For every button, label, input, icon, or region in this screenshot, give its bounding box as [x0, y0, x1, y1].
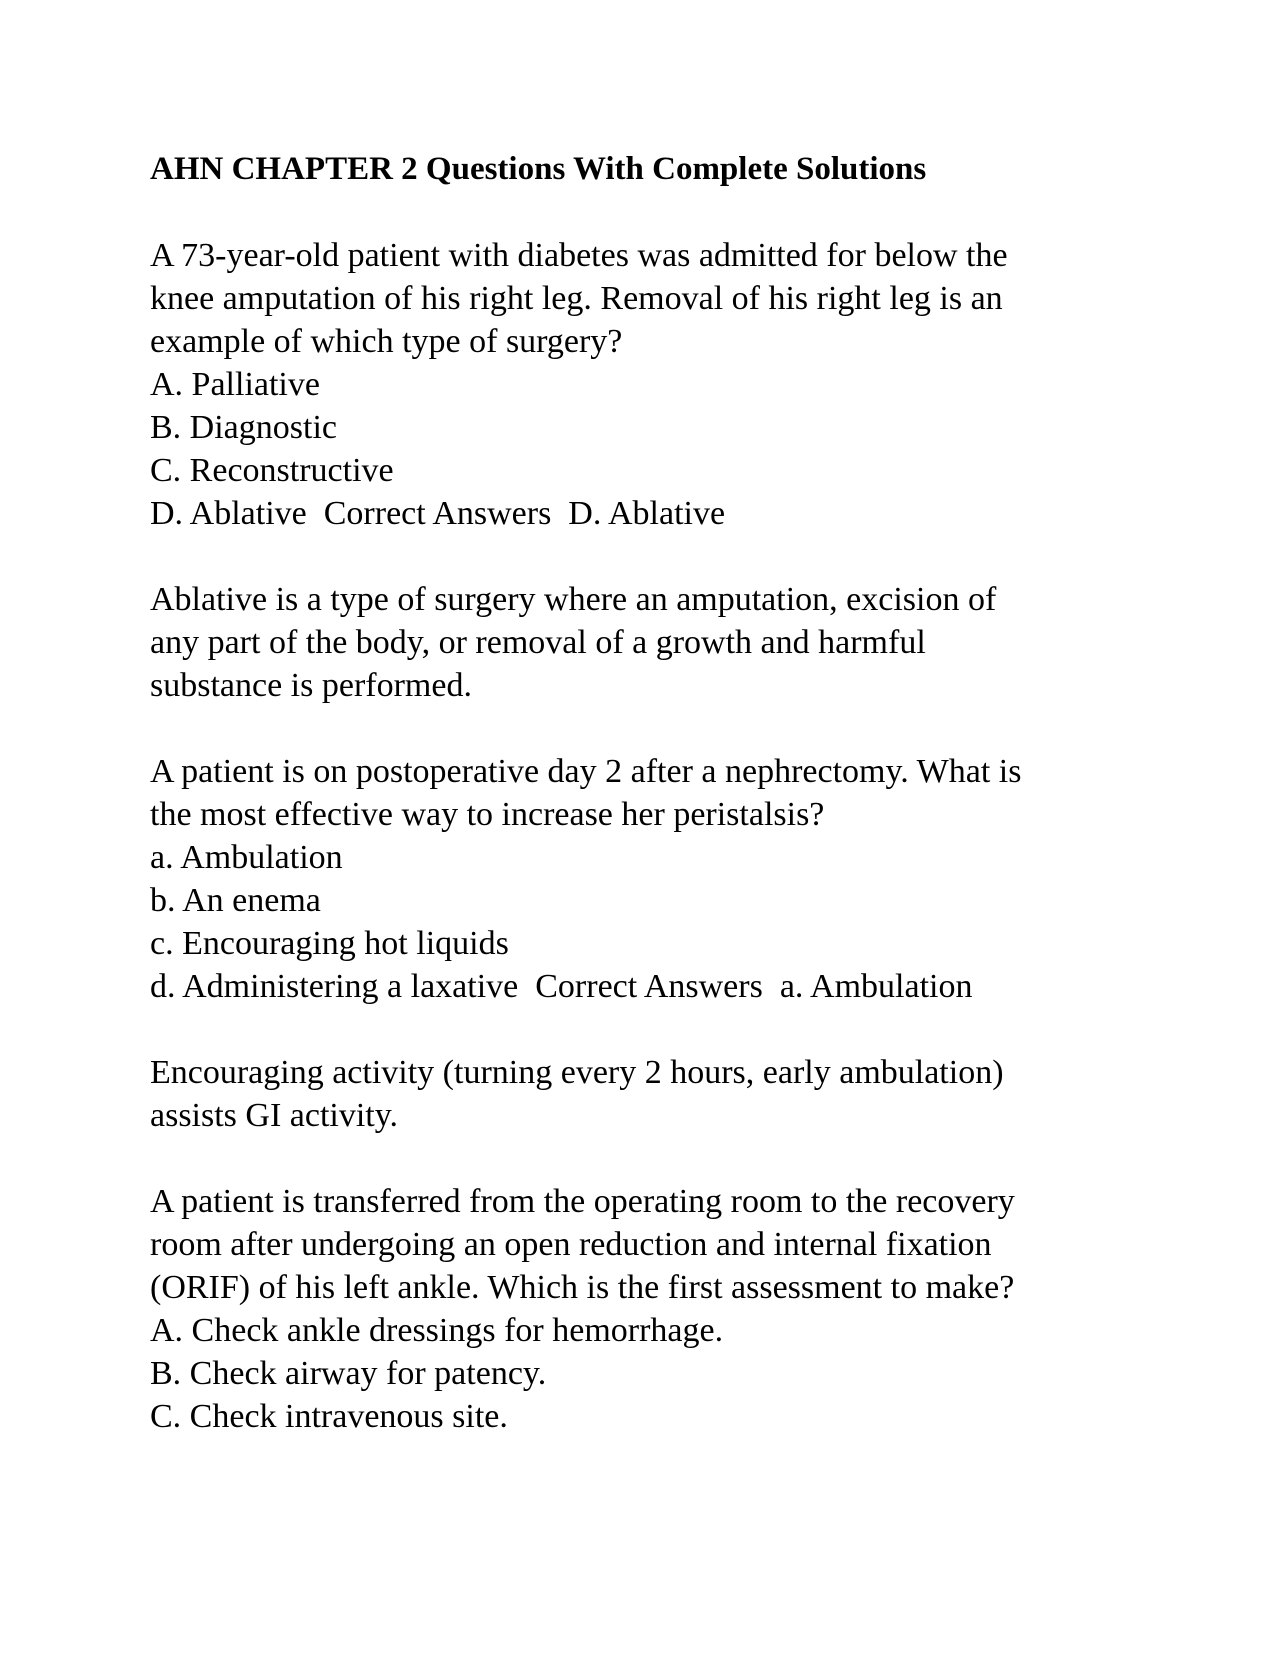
spacer [150, 1137, 1150, 1180]
document-page [150, 148, 1150, 1438]
spacer [150, 707, 1150, 750]
question-1-option-d-answer: D. Ablative Correct Answers D. Ablative [150, 495, 726, 532]
document-title: AHN CHAPTER 2 Questions With Complete Solutions [150, 151, 927, 187]
question-2-stem-line: the most effective way to increase her peristalsis? [150, 796, 825, 833]
question-2-option-c: c. Encouraging hot liquids [150, 925, 509, 962]
question-3-option-a: A. Check ankle dressings for hemorrhage. [150, 1312, 724, 1349]
rationale-line: any part of the body, or removal of a growth and harmful [150, 624, 926, 661]
question-3-stem-line: (ORIF) of his left ankle. Which is the first assessment to make? [150, 1269, 1015, 1306]
rationale-line: assists GI activity. [150, 1097, 399, 1134]
rationale-line: Encouraging activity (turning every 2 hours, early ambulation) [150, 1054, 1004, 1091]
question-1-stem-line: A 73-year-old patient with diabetes was admitted for below the [150, 237, 1008, 274]
question-1-option-c: C. Reconstructive [150, 452, 394, 489]
question-1-stem-line: knee amputation of his right leg. Removal of his right leg is an [150, 280, 1003, 317]
rationale-line: substance is performed. [150, 667, 472, 704]
question-3-stem-line: A patient is transferred from the operating room to the recovery [150, 1183, 1015, 1220]
question-1-rationale [150, 578, 1150, 707]
question-2-option-d-answer: d. Administering a laxative Correct Answers a. Ambulation [150, 968, 973, 1005]
question-3-option-b: B. Check airway for patency. [150, 1355, 547, 1392]
question-3-stem-line: room after undergoing an open reduction and internal fixation [150, 1226, 992, 1263]
spacer [150, 191, 1150, 234]
spacer [150, 535, 1150, 578]
question-1-option-b: B. Diagnostic [150, 409, 337, 446]
question-2-stem-line: A patient is on postoperative day 2 after a nephrectomy. What is [150, 753, 1022, 790]
question-1-option-a: A. Palliative [150, 366, 320, 403]
question-1-stem-line: example of which type of surgery? [150, 323, 623, 360]
question-3-option-c: C. Check intravenous site. [150, 1398, 508, 1435]
question-1 [150, 234, 1150, 535]
question-3 [150, 1180, 1150, 1438]
question-2-rationale [150, 1051, 1150, 1137]
question-2-option-a: a. Ambulation [150, 839, 343, 876]
rationale-line: Ablative is a type of surgery where an amputation, excision of [150, 581, 997, 618]
question-2 [150, 750, 1150, 1008]
question-2-option-b: b. An enema [150, 882, 321, 919]
spacer [150, 1008, 1150, 1051]
